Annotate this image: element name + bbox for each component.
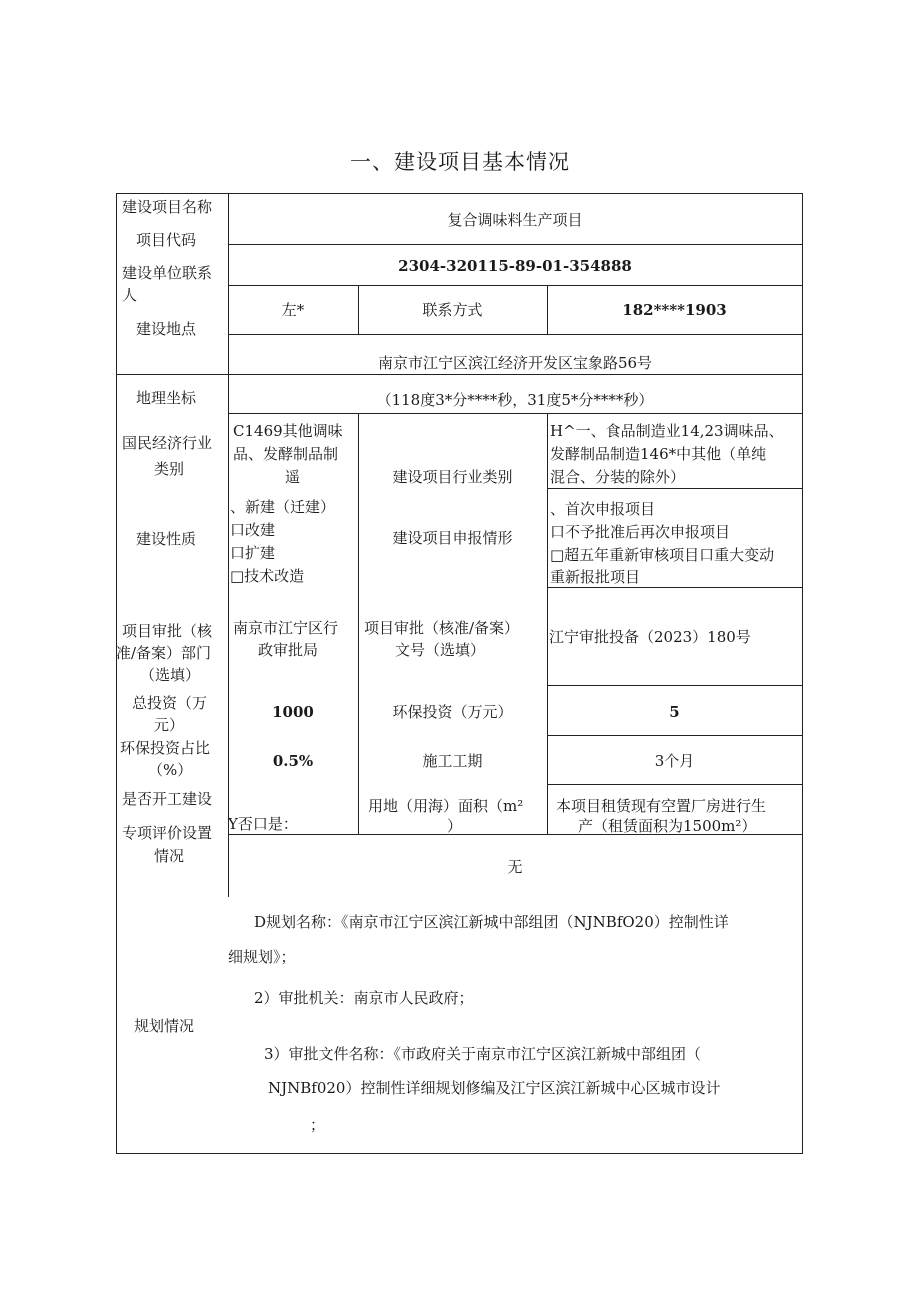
label-special-eval: 专项评价设置 <box>122 824 213 842</box>
label-contact-person: 建设单位联系人 <box>122 264 213 304</box>
row-line <box>228 244 802 245</box>
special-eval-value: 无 <box>507 858 523 876</box>
label-planning: 规划情况 <box>134 1017 195 1035</box>
report-option: 口不予批准后再次申报项目 <box>550 523 731 541</box>
row-line <box>547 735 802 736</box>
label-approval-dept-3: （选填） <box>140 666 201 684</box>
industry-type-3: 混合、分装的除外） <box>550 468 686 486</box>
label-investment: 总投资（万 <box>132 694 208 712</box>
approval-dept: 南京市江宁区行 <box>233 619 339 637</box>
row-line <box>228 413 802 414</box>
planning-line: 3）审批文件名称：《市政府关于南京市江宁区滨江新城中部组团（ <box>264 1045 702 1063</box>
land-area-2: 产（租赁面积为1500m²） <box>578 817 757 835</box>
label-coordinates: 地理坐标 <box>136 389 197 407</box>
label-env-ratio-2: （%） <box>148 761 193 779</box>
location: 南京市江宁区滨江经济开发区宝象路56号 <box>377 354 653 372</box>
row-line <box>228 285 802 286</box>
approval-doc: 江宁审批投备（2023）180号 <box>549 628 751 646</box>
report-option: 、首次申报项目 <box>550 500 656 518</box>
industry-type-2: 发酵制品制造146*中其他（单纯 <box>550 445 767 463</box>
industry-type: H^一、食品制造业14,23调味品、 <box>550 422 784 440</box>
nature-option: 口扩建 <box>230 544 276 562</box>
industry-code: C1469其他调味 <box>233 422 343 440</box>
table-border-right <box>802 193 803 1154</box>
label-industry-2: 类别 <box>154 460 185 478</box>
planning-line: D规划名称：《南京市江宁区滨江新城中部组团（NJNBfO20）控制性详 <box>254 913 729 931</box>
env-investment-label: 环保投资（万元） <box>392 703 513 721</box>
construction-period-label: 施工工期 <box>422 752 483 770</box>
report-option: □超五年重新审核项目口重大变动 <box>550 546 775 564</box>
started-value: Y否口是： <box>228 815 298 833</box>
project-code: 2304-320115-89-01-354888 <box>398 257 632 275</box>
planning-line: NJNBf020）控制性详细规划修编及江宁区滨江新城中心区城市设计 <box>268 1079 721 1097</box>
contact-method-label: 联系方式 <box>422 301 483 319</box>
table-border-left <box>116 193 117 1154</box>
contact-name: 左* <box>281 301 305 319</box>
label-env-ratio: 环保投资占比 <box>120 739 211 757</box>
planning-line: ； <box>310 1116 326 1134</box>
row-line <box>547 685 802 686</box>
nature-option: 口改建 <box>230 521 276 539</box>
row-line <box>547 488 802 489</box>
construction-period: 3个月 <box>654 752 695 770</box>
planning-line: 细规划》； <box>228 948 296 966</box>
project-name: 复合调味料生产项目 <box>447 211 583 229</box>
land-area: 本项目租赁现有空置厂房进行生 <box>556 797 767 815</box>
coordinates: （118度3*分****秒，31度5*分****秒） <box>376 391 654 409</box>
industry-code-3: 遥 <box>285 468 301 486</box>
env-ratio: 0.5% <box>272 752 314 770</box>
nature-option: 、新建（迁建） <box>230 498 336 516</box>
table-border-top <box>116 193 802 194</box>
label-project-name: 建设项目名称 <box>122 198 213 216</box>
land-area-label-2: ） <box>447 817 463 835</box>
industry-type-label: 建设项目行业类别 <box>392 468 513 486</box>
label-location: 建设地点 <box>136 320 197 338</box>
approval-doc-label: 项目审批（核准/备案） <box>364 619 520 637</box>
industry-code-2: 品、发酵制品制 <box>233 445 339 463</box>
label-nature: 建设性质 <box>136 530 197 548</box>
label-industry: 国民经济行业 <box>122 434 213 452</box>
nature-option: □技术改造 <box>230 567 305 585</box>
report-option: 重新报批项目 <box>550 568 641 586</box>
row-line <box>547 784 802 785</box>
approval-doc-label-2: 文号（选填） <box>395 641 486 659</box>
label-approval-dept-2: 准/备案）部门 <box>116 644 212 662</box>
env-investment: 5 <box>669 703 680 721</box>
label-approval-dept: 项目审批（核 <box>122 622 213 640</box>
approval-dept-2: 政审批局 <box>258 641 319 659</box>
label-investment-2: 元） <box>154 716 185 734</box>
row-line <box>116 374 802 375</box>
contact-phone: 182****1903 <box>622 301 727 319</box>
planning-line: 2）审批机关：南京市人民政府； <box>254 989 474 1007</box>
page-title: 一、建设项目基本情况 <box>350 150 570 174</box>
report-label: 建设项目申报情形 <box>392 529 513 547</box>
label-started: 是否开工建设 <box>122 790 213 808</box>
land-area-label: 用地（用海）面积（m² <box>368 797 524 815</box>
total-investment: 1000 <box>272 703 314 721</box>
table-border-bottom <box>116 1153 802 1154</box>
label-special-eval-2: 情况 <box>154 847 185 865</box>
row-line <box>228 334 802 335</box>
label-project-code: 项目代码 <box>136 231 197 249</box>
